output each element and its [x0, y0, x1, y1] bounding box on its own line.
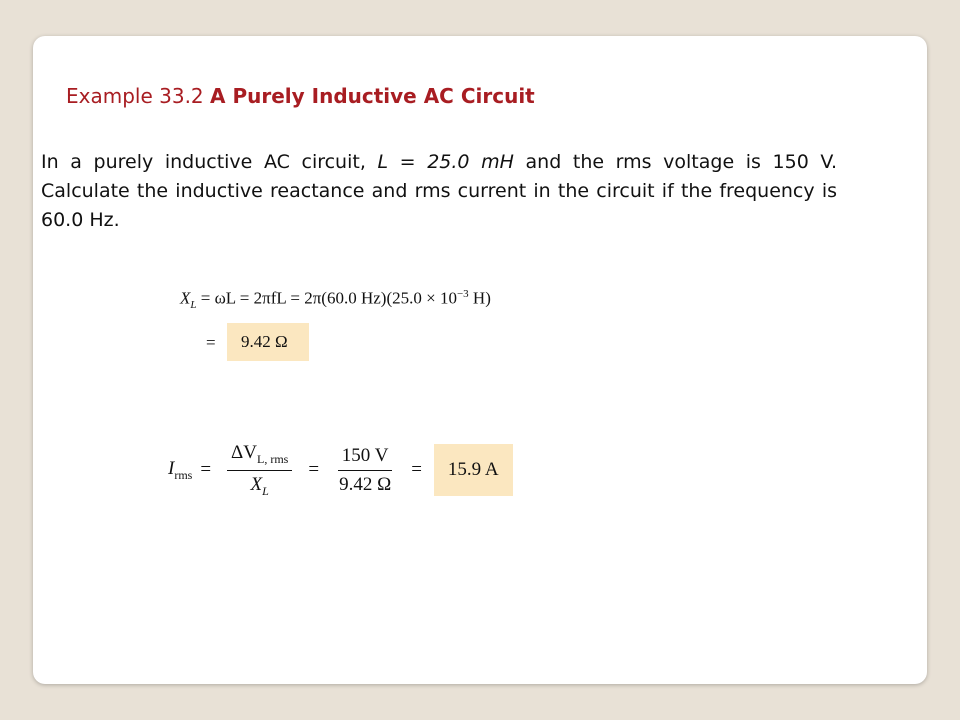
reactance-unit: H) [468, 288, 491, 308]
inductance-value: L = 25.0 mH [377, 151, 514, 173]
fraction-voltage-reactance: $\frac{\Delta V_{L, rms}}{X_L}$ [227, 442, 292, 499]
problem-text-part2: and the rms voltage is 150 V. Calculate the inductive reactance and rms current in the circuit if the frequency is 60.0 Hz. [41, 151, 838, 231]
problem-statement [41, 148, 837, 235]
current-equation: $I_{rms}$ = $\frac{\Delta V_{L, rms}}{X_L}$ = $\frac{150 V}{9.42 \Omega}$ = 15.9 A [168, 420, 513, 520]
reactance-expression: = ωL = 2πfL = 2π(60.0 Hz)(25.0 × 10 [200, 288, 457, 308]
slide-card [33, 36, 927, 684]
reactance-answer: 9.42 Ω [227, 323, 309, 361]
example-name: A Purely Inductive AC Circuit [210, 84, 535, 108]
exponent: −3 [456, 288, 469, 300]
irms-symbol: $I_{rms}$ [168, 457, 193, 482]
problem-text-part1: In a purely inductive AC circuit, [41, 151, 378, 173]
reactance-equation: $X_L = \omega L = 2\pi fL = 2\pi(60.0$ $Hz)(25.0 \times 10^{-3}$ H) [180, 288, 491, 312]
fraction-numeric: $\frac{150 V}{9.42 \Omega}$ [339, 444, 392, 495]
current-answer: 15.9 A [434, 444, 513, 496]
example-number: Example 33.2 [66, 84, 204, 108]
equals-sign: = [206, 333, 216, 352]
example-title [66, 84, 535, 108]
